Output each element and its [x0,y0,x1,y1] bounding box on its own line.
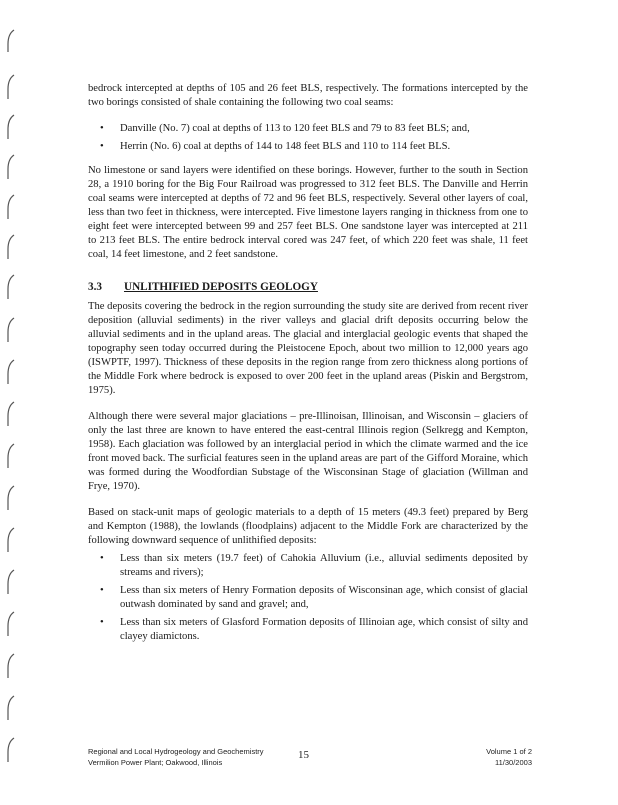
footer-date: 11/30/2003 [495,758,532,767]
coal-seam-list [88,122,528,154]
list-item: • Danville (No. 7) coal at depths of 113 to 120 feet BLS and 79 to 83 feet BLS; and, [120,122,528,136]
deposit-sequence-list [88,552,528,644]
glaciation-paragraph: Although there were several major glaciations – pre-Illinoisan, Illinoisan, and Wisconsin – glaciers of only the last three are known to have entered the east-central Illinois region (Selkregg and Kempton, 1958). Each glaciation was followed by an interglacial period in which the climate warmed and the ice front moved back. The surficial features seen in the upland areas are part of the Gifford Moraine, which was formed during the Woodfordian Substage of the Wisconsinan Stage of glaciation (Willman and Frye, 1970). [88,411,528,492]
page-number: 15 [298,749,309,761]
deposits-paragraph: The deposits covering the bedrock in the region surrounding the study site are derived from recent river deposition (alluvial sediments) in the river valleys and glacial drift deposits occurring below the alluvial sediments and in the upland areas. The glacial and interglacial geologic events that shaped the topography seen today occurred during the Pleistocene Epoch, about two million to 12,000 years ago (ISWPTF, 1997). Thickness of these deposits in the region range from zero thickness along portions of the Middle Fork where bedrock is exposed to over 200 feet in the upland areas (Piskin and Bergstrom, 1975). [88,301,528,396]
intro-paragraph: bedrock intercepted at depths of 105 and 26 feet BLS, respectively. The formations intercepted by the two borings consisted of shale containing the following two coal seams: [88,83,528,108]
document-body [88,82,528,654]
list-item: • Less than six meters (19.7 feet) of Cahokia Alluvium (i.e., alluvial sediments deposited by streams and rivers); [120,552,528,580]
footer-location: Vermilion Power Plant; Oakwood, Illinois [88,758,223,767]
stack-unit-paragraph: Based on stack-unit maps of geologic materials to a depth of 15 meters (49.3 feet) prepared by Berg and Kempton (1988), the lowlands (floodplains) adjacent to the Middle Fork are characterized by the following downward sequence of unlithified deposits: [88,507,528,546]
binder-holes [0,0,22,800]
section-heading [88,280,528,294]
footer-right [486,746,532,768]
list-item: • Less than six meters of Glasford Formation deposits of Illinoian age, which consist of silty and clayey diamictons. [120,616,528,644]
footer-left [88,746,264,768]
list-item: • Less than six meters of Henry Formation deposits of Wisconsinan age, which consist of glacial outwash dominated by sand and gravel; and, [120,584,528,612]
boring-paragraph: No limestone or sand layers were identified on these borings. However, further to the south in Section 28, a 1910 boring for the Big Four Railroad was progressed to 312 feet BLS. The Danville and Herrin coal seams were intercepted at depths of 72 and 96 feet BLS, respectively. Several other layers of coal, less than two feet in thickness, were intercepted. Five limestone layers ranging in thickness from one to eight feet were intercepted between 99 and 257 feet BLS. One sandstone layer was intercepted at 211 to 213 feet BLS. The entire bedrock interval cored was 247 feet, of which 220 feet was shale, 11 feet coal, 14 feet limestone, and 2 feet sandstone. [88,165,528,260]
section-number: 3.3 [88,281,102,293]
list-item: • Herrin (No. 6) coal at depths of 144 to 148 feet BLS and 110 to 114 feet BLS. [120,140,528,154]
section-title: UNLITHIFIED DEPOSITS GEOLOGY [123,281,318,293]
footer-report-title: Regional and Local Hydrogeology and Geochemistry [88,747,264,756]
footer-volume: Volume 1 of 2 [486,747,532,756]
